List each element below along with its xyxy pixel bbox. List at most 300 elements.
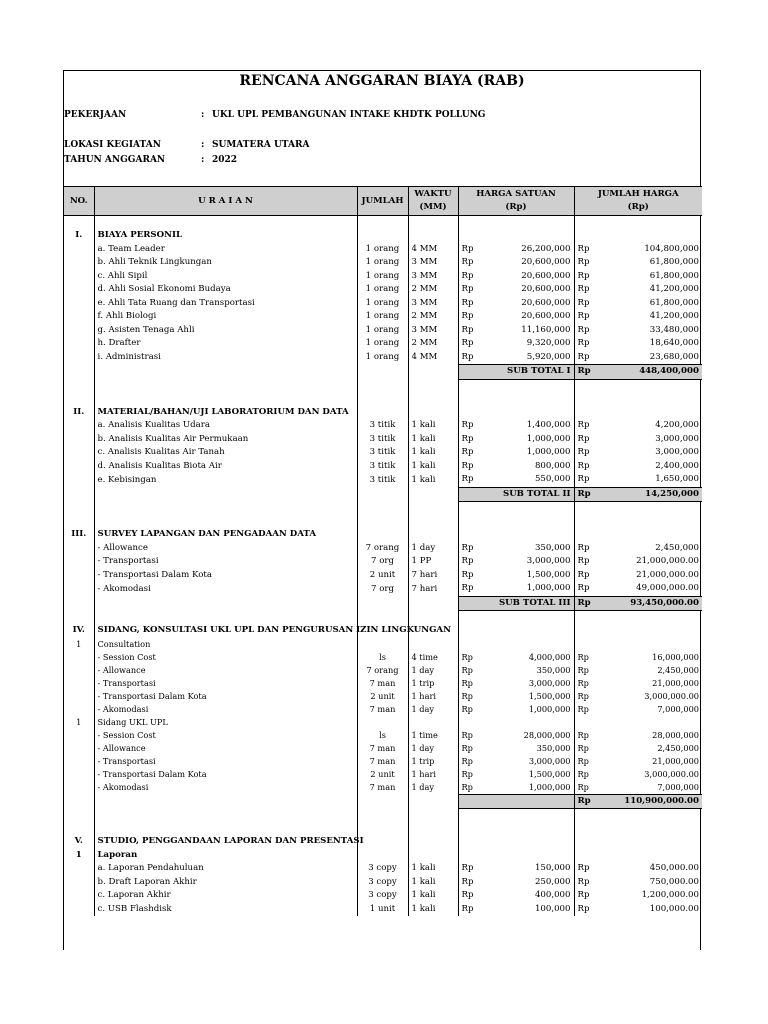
empty-cell [574,515,702,528]
item-quantity: 3 titik [357,446,408,460]
total-amount: 3,000,000 [655,447,699,458]
section-title: MATERIAL/BAHAN/UJI LABORATORIUM DAN DATA [94,406,357,420]
subtotal-row [64,487,702,502]
item-total [574,460,702,474]
item-description: a. Analisis Kualitas Udara [94,419,357,433]
total-amount: 4,200,000 [655,420,699,431]
item-unit-price [458,638,574,651]
col-no: NO. [64,187,94,216]
empty-cell [574,216,702,230]
empty-cell [64,365,94,380]
row-number [64,677,94,690]
table-row [64,781,702,795]
section-row [64,835,702,849]
item-quantity: 1 orang [357,297,408,311]
item-duration: 2 MM [408,310,458,324]
empty-cell [458,822,574,835]
total-amount: 7,000,000 [657,781,699,792]
item-unit-price [458,324,574,338]
total-amount: 7,000,000 [657,703,699,714]
table-row [64,297,702,311]
item-quantity: 1 orang [357,310,408,324]
item-description: a. Team Leader [94,243,357,257]
item-unit-price [458,433,574,447]
table-row [64,460,702,474]
unit-price-currency: Rp [461,257,474,268]
row-number [64,310,94,324]
total-amount: 2,450,000 [657,742,699,753]
item-total [574,889,702,903]
subtotal-label [458,794,574,809]
table-row [64,677,702,690]
row-number [64,651,94,664]
total-amount: 100,000.00 [649,903,699,914]
item-quantity: 2 unit [357,690,408,703]
item-total [574,569,702,583]
item-description: - Session Cost [94,651,357,664]
total-amount: 61,800,000 [649,257,699,268]
item-duration: 1 trip [408,677,458,690]
table-row [64,664,702,677]
table-row [64,337,702,351]
item-quantity: 2 unit [357,569,408,583]
row-number [64,742,94,755]
item-description: b. Draft Laporan Akhir [94,876,357,890]
empty-cell [94,794,357,809]
empty-cell [64,611,94,625]
item-unit-price [458,569,574,583]
item-duration: 7 hari [408,569,458,583]
item-total [574,582,702,596]
item-description: - Transportasi [94,555,357,569]
empty-cell [408,809,458,823]
item-total [574,555,702,569]
empty-cell [357,515,408,528]
item-total [574,243,702,257]
table-row [64,755,702,768]
empty-cell [94,487,357,502]
subtotal-value [574,596,702,611]
unit-price-currency: Rp [461,569,474,580]
item-quantity: 7 man [357,742,408,755]
info-label-tahun: TAHUN ANGGARAN [64,155,166,165]
unit-price-amount: 20,600,000 [521,297,571,308]
item-duration: 3 MM [408,324,458,338]
subtotal-row [64,794,702,809]
item-duration: 1 kali [408,433,458,447]
item-description: - Transportasi [94,677,357,690]
info-label-pekerjaan: PEKERJAAN [64,110,127,120]
empty-cell [357,596,408,611]
unit-price-currency: Rp [461,243,474,254]
total-amount: 750,000.00 [649,876,699,887]
item-description: i. Administrasi [94,351,357,365]
row-number [64,433,94,447]
item-description: - Akomodasi [94,781,357,795]
unit-price-amount: 5,920,000 [526,351,571,362]
total-currency: Rp [577,447,590,458]
row-number [64,569,94,583]
total-currency: Rp [577,729,589,740]
unit-price-currency: Rp [461,583,474,594]
row-number [64,283,94,297]
item-quantity: 3 copy [357,876,408,890]
unit-price-amount: 1,000,000 [526,433,571,444]
item-description: - Transportasi Dalam Kota [94,569,357,583]
item-total [574,781,702,795]
empty-cell [574,379,702,393]
subtotal-row [64,365,702,380]
total-currency: Rp [577,433,590,444]
col-total-label: JUMLAH HARGA [597,189,679,199]
table-row [64,703,702,716]
row-number: II. [73,406,85,417]
empty-cell [408,365,458,380]
total-amount: 21,000,000 [652,755,699,766]
item-total [574,755,702,768]
spacer-row [64,809,702,823]
item-unit-price [458,876,574,890]
total-amount: 21,000,000 [652,677,699,688]
empty-cell [408,406,458,420]
item-total [574,716,702,729]
section-title: Laporan [94,849,357,863]
item-unit-price [458,419,574,433]
empty-cell [408,379,458,393]
unit-price-currency: Rp [461,270,474,281]
empty-cell [458,611,574,625]
table-row [64,638,702,651]
table-row [64,876,702,890]
unit-price-currency: Rp [461,903,474,914]
item-total [574,729,702,742]
empty-cell [94,502,357,516]
item-quantity: 3 titik [357,460,408,474]
item-quantity: 1 orang [357,283,408,297]
item-quantity: 3 copy [357,889,408,903]
item-total [574,703,702,716]
item-duration: 1 hari [408,768,458,781]
item-unit-price [458,703,574,716]
item-duration: 2 MM [408,337,458,351]
item-quantity: 1 orang [357,256,408,270]
item-duration: 1 kali [408,876,458,890]
empty-cell [94,611,357,625]
empty-cell [458,809,574,823]
empty-cell [408,487,458,502]
item-unit-price [458,651,574,664]
document-title: RENCANA ANGGARAN BIAYA (RAB) [239,73,525,89]
empty-cell [64,216,94,230]
item-quantity: 7 man [357,677,408,690]
subtotal-currency: Rp [577,488,591,499]
table-row [64,862,702,876]
info-value-lokasi: SUMATERA UTARA [212,140,310,150]
item-duration: 3 MM [408,270,458,284]
item-duration: 1 time [408,729,458,742]
item-unit-price [458,337,574,351]
total-currency: Rp [577,583,590,594]
item-total [574,742,702,755]
unit-price-currency: Rp [461,351,474,362]
empty-cell [408,611,458,625]
empty-cell [64,515,94,528]
section-row [64,528,702,542]
total-amount: 1,200,000.00 [641,890,699,901]
spacer-row [64,611,702,625]
empty-cell [574,822,702,835]
item-unit-price [458,716,574,729]
total-currency: Rp [577,257,590,268]
section-row [64,229,702,243]
item-duration: 1 kali [408,862,458,876]
empty-cell [574,393,702,406]
empty-cell [408,794,458,809]
unit-price-amount: 20,600,000 [521,270,571,281]
item-description: - Allowance [94,742,357,755]
empty-cell [357,365,408,380]
total-currency: Rp [577,768,589,779]
empty-cell [408,835,458,849]
item-quantity: 1 unit [357,903,408,917]
total-amount: 41,200,000 [649,311,699,322]
row-number [64,768,94,781]
empty-cell [357,809,408,823]
item-total [574,903,702,917]
empty-cell [574,849,702,863]
col-waktu-unit: (MM) [419,202,447,212]
empty-cell [408,216,458,230]
info-label-lokasi: LOKASI KEGIATAN [64,140,161,150]
total-currency: Rp [577,781,589,792]
item-total [574,351,702,365]
unit-price-currency: Rp [461,768,473,779]
total-amount: 49,000,000.00 [636,583,699,594]
unit-price-amount: 3,000,000 [528,677,571,688]
info-colon: : [201,110,205,120]
total-currency: Rp [577,270,590,281]
item-description: - Allowance [94,664,357,677]
unit-price-currency: Rp [461,664,473,675]
unit-price-currency: Rp [461,284,474,295]
row-number: IV. [72,625,85,636]
unit-price-amount: 800,000 [534,460,571,471]
item-total [574,677,702,690]
table-row [64,651,702,664]
empty-cell [458,849,574,863]
item-duration: 2 MM [408,283,458,297]
item-total [574,297,702,311]
item-duration: 1 kali [408,903,458,917]
row-number [64,351,94,365]
item-description: - Transportasi Dalam Kota [94,690,357,703]
table-row [64,542,702,556]
row-number [64,903,94,917]
row-number [64,703,94,716]
unit-price-amount: 350,000 [536,664,571,675]
empty-cell [64,487,94,502]
col-harga-unit: (Rp) [505,202,527,212]
item-quantity: 7 org [357,555,408,569]
item-description: a. Laporan Pendahuluan [94,862,357,876]
empty-cell [458,229,574,243]
col-waktu [408,187,458,216]
subtotal-currency: Rp [577,795,591,806]
empty-cell [64,379,94,393]
item-unit-price [458,243,574,257]
col-harga-satuan [458,187,574,216]
row-number [64,582,94,596]
row-number [64,690,94,703]
rab-sheet [63,70,701,950]
empty-cell [408,229,458,243]
item-unit-price [458,862,574,876]
item-description: c. USB Flashdisk [94,903,357,917]
item-total [574,876,702,890]
info-value-tahun: 2022 [212,155,238,165]
row-number [64,889,94,903]
table-row [64,582,702,596]
total-currency: Rp [577,556,590,567]
row-number [64,419,94,433]
unit-price-amount: 1,000,000 [528,703,571,714]
empty-cell [458,393,574,406]
table-row [64,324,702,338]
total-currency: Rp [577,755,589,766]
section-title: BIAYA PERSONIL [94,229,357,243]
unit-price-currency: Rp [461,542,474,553]
total-amount: 3,000,000.00 [644,690,699,701]
item-unit-price [458,677,574,690]
item-quantity: 7 orang [357,664,408,677]
item-unit-price [458,270,574,284]
item-unit-price [458,555,574,569]
item-total [574,270,702,284]
empty-cell [64,596,94,611]
item-quantity: 1 orang [357,337,408,351]
table-row [64,446,702,460]
subtotal-currency: Rp [577,597,591,608]
item-unit-price [458,889,574,903]
item-unit-price [458,742,574,755]
item-quantity: ls [357,729,408,742]
item-duration: 1 day [408,703,458,716]
subtotal-amount: 110,900,000.00 [624,795,699,806]
spacer-row [64,515,702,528]
total-currency: Rp [577,890,590,901]
item-description: - Session Cost [94,729,357,742]
item-quantity: 7 orang [357,542,408,556]
subtotal-label: SUB TOTAL I [458,365,574,380]
unit-price-amount: 1,400,000 [526,420,571,431]
row-number [64,729,94,742]
empty-cell [64,502,94,516]
unit-price-amount: 4,000,000 [528,651,571,662]
row-number [64,664,94,677]
unit-price-amount: 1,500,000 [528,768,571,779]
unit-price-currency: Rp [461,324,474,335]
empty-cell [64,794,94,809]
total-currency: Rp [577,664,589,675]
spacer-row [64,822,702,835]
unit-price-amount: 400,000 [534,890,571,901]
unit-price-amount: 150,000 [534,863,571,874]
item-duration: 1 kali [408,889,458,903]
empty-cell [458,406,574,420]
col-harga-label: HARGA SATUAN [476,189,556,199]
item-description: d. Analisis Kualitas Biota Air [94,460,357,474]
subtotal-row [64,596,702,611]
empty-cell [94,515,357,528]
item-unit-price [458,582,574,596]
item-duration: 1 day [408,781,458,795]
row-number: 1 [76,716,82,727]
item-description: - Transportasi [94,755,357,768]
item-unit-price [458,542,574,556]
item-quantity: 3 titik [357,473,408,487]
col-jumlah-harga [574,187,702,216]
table-row [64,716,702,729]
item-duration: 1 trip [408,755,458,768]
item-total [574,651,702,664]
spacer-row [64,216,702,230]
section-row [64,624,702,638]
item-description: b. Analisis Kualitas Air Permukaan [94,433,357,447]
item-duration: 1 kali [408,446,458,460]
table-row [64,351,702,365]
item-duration: 3 MM [408,297,458,311]
table-row [64,768,702,781]
unit-price-currency: Rp [461,460,474,471]
table-row [64,283,702,297]
unit-price-currency: Rp [461,742,473,753]
unit-price-currency: Rp [461,755,473,766]
empty-cell [458,502,574,516]
item-total [574,419,702,433]
item-quantity: 7 org [357,582,408,596]
total-amount: 2,450,000 [657,664,699,675]
item-total [574,324,702,338]
item-description: f. Ahli Biologi [94,310,357,324]
unit-price-currency: Rp [461,876,474,887]
row-number [64,473,94,487]
total-currency: Rp [577,876,590,887]
unit-price-currency: Rp [461,690,473,701]
total-currency: Rp [577,284,590,295]
item-unit-price [458,446,574,460]
empty-cell [458,216,574,230]
empty-cell [574,624,702,638]
item-total [574,446,702,460]
item-duration: 1 kali [408,419,458,433]
item-unit-price [458,729,574,742]
item-description: - Akomodasi [94,703,357,716]
item-duration: 1 day [408,664,458,677]
unit-price-currency: Rp [461,781,473,792]
row-number [64,755,94,768]
empty-cell [357,487,408,502]
total-currency: Rp [577,742,589,753]
row-number [64,555,94,569]
item-quantity: 3 titik [357,433,408,447]
col-uraian: U R A I A N [94,187,357,216]
item-description: d. Ahli Sosial Ekonomi Budaya [94,283,357,297]
item-total [574,256,702,270]
total-amount: 3,000,000.00 [644,768,699,779]
table-row [64,555,702,569]
total-amount: 2,450,000 [655,542,699,553]
empty-cell [357,528,408,542]
